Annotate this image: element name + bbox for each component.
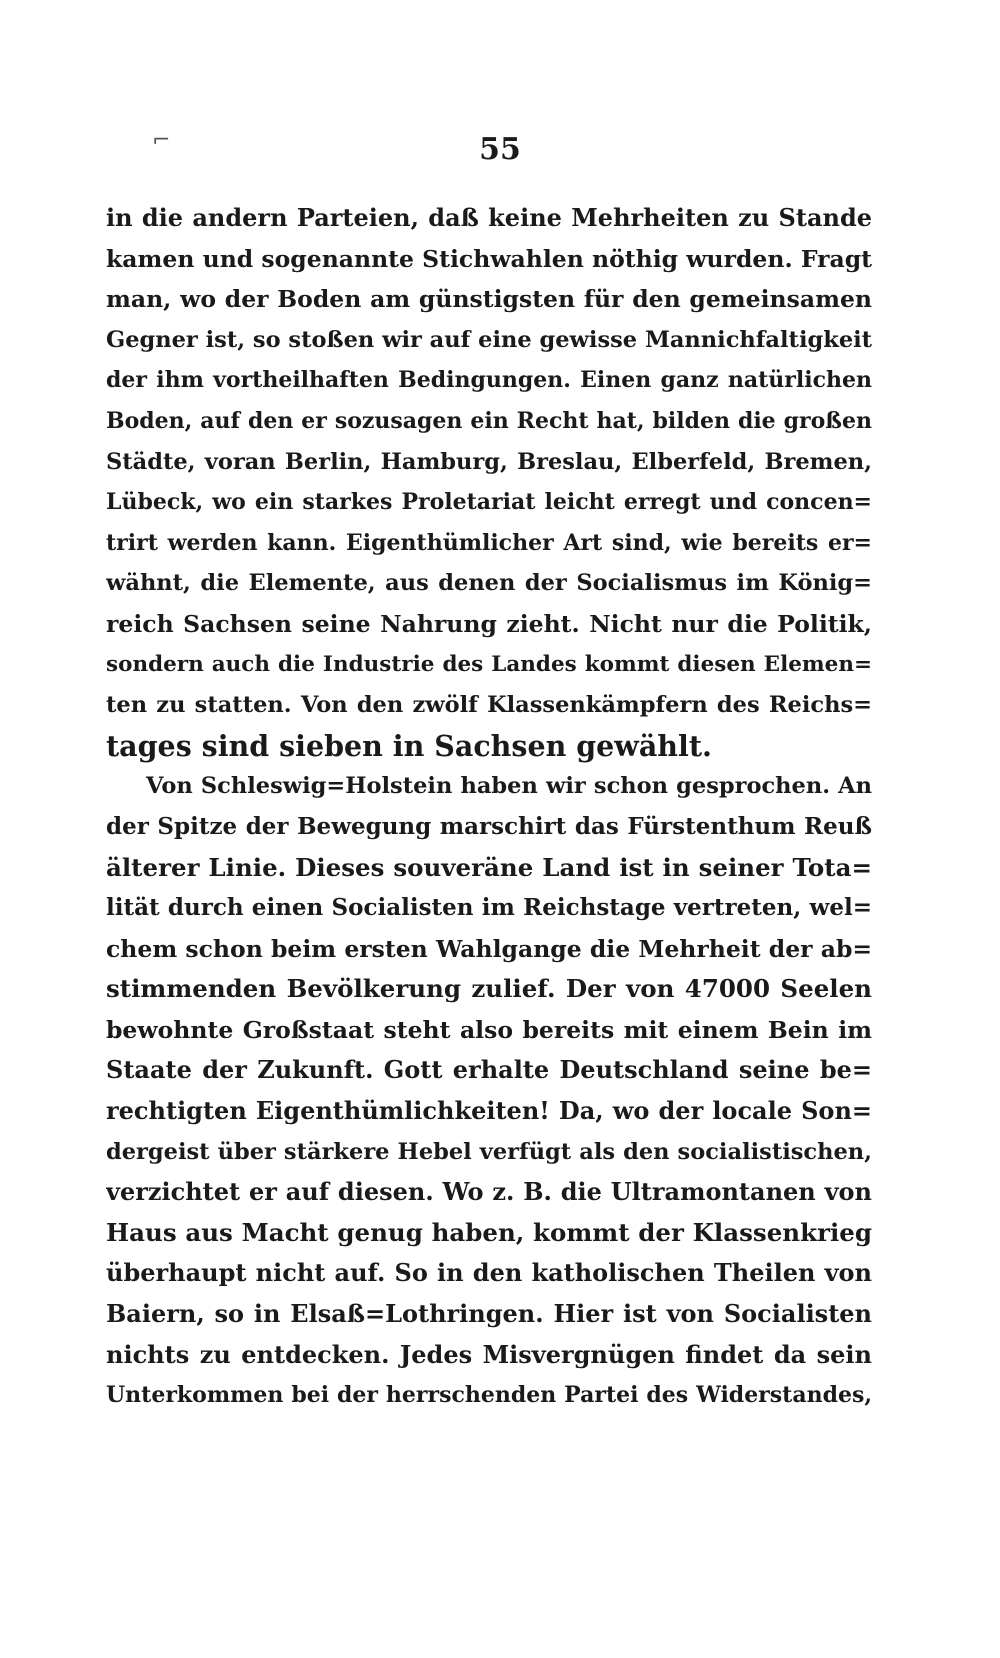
text-line: wähnt, die Elemente, aus denen der Socialismus im König=: [106, 570, 872, 597]
text-line: Haus aus Macht genug haben, kommt der Klassenkrieg: [106, 1217, 872, 1247]
text-line: man, wo der Boden am günstigsten für den gemeinsamen: [106, 285, 872, 314]
text-line: älterer Linie. Dieses souveräne Land ist in seiner Tota=: [106, 852, 872, 882]
text-line: lität durch einen Socialisten im Reichstage vertreten, wel=: [106, 894, 872, 922]
text-line: nichts zu entdecken. Jedes Misvergnügen findet da sein: [106, 1339, 872, 1369]
stray-mark: ⌐: [152, 128, 171, 153]
text-line: Von Schleswig=Holstein haben wir schon gesprochen. An: [146, 773, 872, 800]
text-line: bewohnte Großstaat steht also bereits mit einem Bein im: [106, 1015, 872, 1044]
text-line: Städte, voran Berlin, Hamburg, Breslau, Elberfeld, Bremen,: [106, 448, 872, 475]
text-line: kamen und sogenannte Stichwahlen nöthig wurden. Fragt: [106, 244, 872, 273]
text-line: Unterkommen bei der herrschenden Partei des Widerstandes,: [106, 1382, 872, 1409]
text-line: trirt werden kann. Eigenthümlicher Art sind, wie bereits er=: [106, 529, 872, 556]
text-line: Lübeck, wo ein starkes Proletariat leicht erregt und concen=: [106, 489, 872, 516]
text-line: Boden, auf den er sozusagen ein Recht hat, bilden die großen: [106, 407, 872, 434]
text-line: dergeist über stärkere Hebel verfügt als den socialistischen,: [106, 1138, 872, 1165]
page-number: 55: [479, 132, 521, 167]
text-line: reich Sachsen seine Nahrung zieht. Nicht nur die Politik,: [106, 609, 872, 638]
text-line: der Spitze der Bewegung marschirt das Fürstenthum Reuß: [106, 812, 872, 840]
text-line: chem schon beim ersten Wahlgange die Mehrheit der ab=: [106, 934, 872, 963]
text-line: sondern auch die Industrie des Landes kommt diesen Elemen=: [106, 651, 872, 677]
text-line: tages sind sieben in Sachsen gewählt.: [106, 728, 712, 763]
text-line: stimmenden Bevölkerung zulief. Der von 47000 Seelen: [106, 974, 872, 1004]
body-text: [106, 198, 872, 1416]
text-line: ten zu statten. Von den zwölf Klassenkämpfern des Reichs=: [106, 692, 872, 719]
text-line: rechtigten Eigenthümlichkeiten! Da, wo der locale Son=: [106, 1096, 872, 1126]
text-line: Staate der Zukunft. Gott erhalte Deutschland seine be=: [106, 1055, 872, 1085]
text-line: überhaupt nicht auf. So in den katholischen Theilen von: [106, 1258, 872, 1288]
text-line: in die andern Parteien, daß keine Mehrheiten zu Stande: [106, 203, 872, 232]
text-line: der ihm vortheilhaften Bedingungen. Einen ganz natürlichen: [106, 367, 872, 394]
text-line: Gegner ist, so stoßen wir auf eine gewisse Mannichfaltigkeit: [106, 326, 872, 353]
text-line: Baiern, so in Elsaß=Lothringen. Hier ist von Socialisten: [106, 1299, 872, 1329]
text-line: verzichtet er auf diesen. Wo z. B. die Ultramontanen von: [106, 1177, 872, 1207]
